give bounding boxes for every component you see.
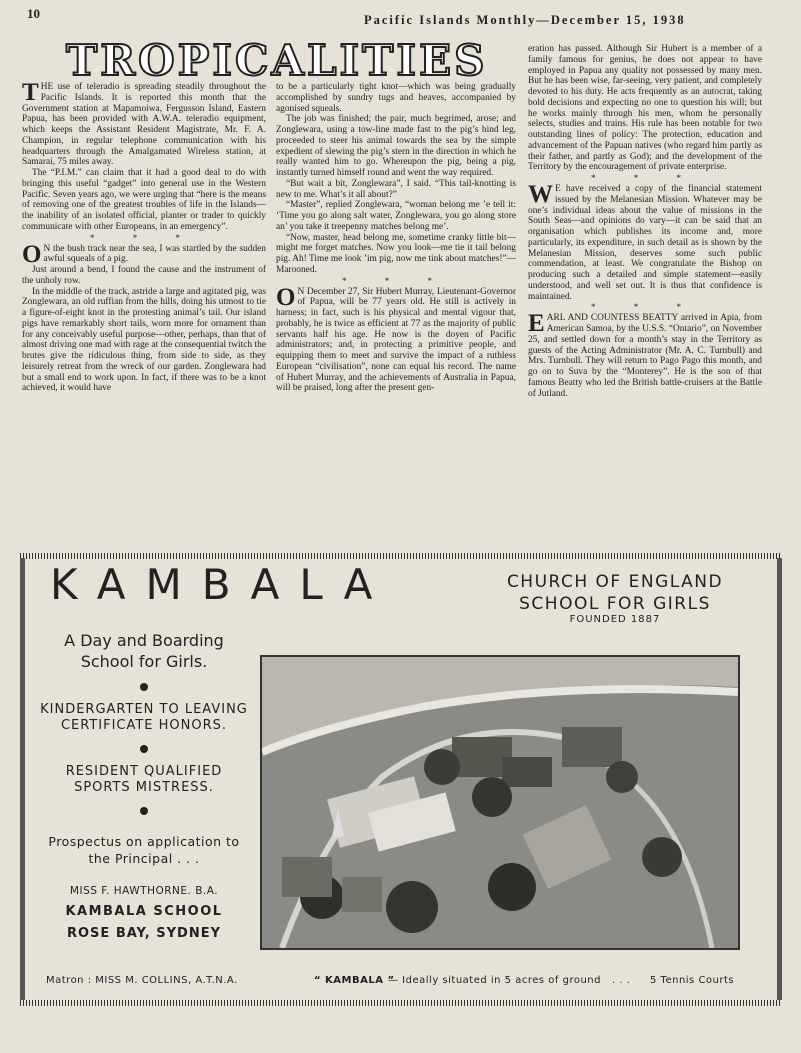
paragraph-text: In the middle of the track, astride a large and agitated pig, was Zonglewara, an old ruffian from the hills, doing his utmost to tie a figure-of-eight knot in the protesting animal’s tail. Our island pigs have remarkably short tails, worn more for ornament than for any conceivably useful purpose—other, perhaps, than that of almost driving one mad with rage at the consequential twitch the brutes give the ridiculous thing, from side to side, as they leisurely retreat from the wreck of our garden. Zonglewara had but a small end to work upon. In fact, if there was to be a knot achieved, it would have xyxy=(22,286,266,394)
bullet-dot xyxy=(140,807,148,815)
aerial-photo xyxy=(260,655,740,950)
bullet-dot xyxy=(140,683,148,691)
footer-courts: 5 Tennis Courts xyxy=(650,975,735,986)
article-paragraph xyxy=(276,179,516,201)
article-paragraph xyxy=(22,287,266,395)
article-paragraph xyxy=(22,240,266,268)
paragraph-text: Just around a bend, I found the cause and the instrument of the unholy row. xyxy=(22,265,266,286)
article-paragraph xyxy=(22,265,266,287)
article-paragraph xyxy=(528,44,762,173)
school-line-2: SCHOOL FOR GIRLS xyxy=(519,594,711,614)
drop-cap: O xyxy=(22,240,42,268)
article-paragraph xyxy=(22,168,266,233)
footer-quote: “ KAMBALA ” xyxy=(314,975,395,986)
paragraph-text: HE use of teleradio is spreading steadily throughout the Pacific Islands. It is reported this month that the Government station at Mapamoiwa, Fergusson Island, Eastern Papua, has been provided with A.W.A. teleradio equipment, which keeps the Assistant Resident Magistrate, Mr. F. A. Champion, in regular telephone communication with his headquarters through the Amalgamated Wireless station, at Samarai, 75 miles away. xyxy=(22,82,266,168)
paragraph-text: eration has passed. Although Sir Hubert is a member of a family famous for genius, he does not appear to have employed in Papua any quality not possessed by many men. But he has been wise, far-seeing, very patient, and completely devoted to his duty. He acts frequently as an autocrat, taking bold decisions and expecting no one to question his will; but he works mainly through his men, whom he personally selects, studies and trains. His rule has been notable for two outstanding lines of policy: The protection, education and advancement of the Papuan natives (who regard him partly as their father, and partly as God); and the development of the Territory by the encouragement of private enterprise. xyxy=(528,44,762,173)
footer-dots: . . . xyxy=(612,975,631,986)
paragraph-text: The “P.I.M.” can claim that it had a good deal to do with bringing this useful “gadget” into general use in the Western Pacific. Seven years ago, we were urging that “here is the means of removing one of the greatest troubles of life in the Islands—the inability of an isolated official, planter or trader to quickly communicate with other Europeans, in an emergency”. xyxy=(22,168,266,232)
paragraph-text: E have received a copy of the financial statement issued by the Melanesian Mission. Whatever may be one’s individual ideas about the value of missions in the South Seas—and opinions do vary—it can be said that an organisation which publishes its income and, more particularly, its expenditure, in such detail as is shown by the Melanesian Mission, deserves some such public commendation, at least. We congratulate the Bishop on producing such a detailed and simple statement—easily understood, and well set out. It is thus that confidence is maintained. xyxy=(528,184,762,302)
principal-name: MISS F. HAWTHORNE. B.A. xyxy=(69,885,219,897)
drop-cap: O xyxy=(276,283,296,311)
section-separator: * * * xyxy=(591,173,699,183)
paragraph-text: “Master”, replied Zonglewara, “woman belong me ’e tell it: ‘Time you go along salt water, Zonglewara, you go along store an’ you take it treepenny matches belong me’. xyxy=(276,200,516,232)
advert-left-panel xyxy=(38,630,250,941)
section-separator: * * * xyxy=(591,302,699,313)
paragraph-text: “Now, master, head belong me, sometime cranky little bit—might me forget matches. Now you look—me tie it tail belong pig. Ah! Time me look ’im pig, now me tink about matches!”—Marooned. xyxy=(276,232,516,275)
article-paragraph xyxy=(276,283,516,395)
section-separator: * * * xyxy=(342,275,450,286)
footer-situation: — Ideally situated in 5 acres of ground xyxy=(388,975,601,986)
section-title: TROPICALITIES xyxy=(66,36,488,85)
school-line-1: CHURCH OF ENGLAND xyxy=(506,572,724,592)
article-paragraph xyxy=(276,233,516,276)
matron-line: Matron : MISS M. COLLINS, A.T.N.A. xyxy=(46,975,238,986)
advert-school-type xyxy=(490,571,740,615)
paragraph-text: N the bush track near the sea, I was startled by the sudden awful squeals of a pig. xyxy=(43,243,266,265)
article-paragraph xyxy=(528,181,762,302)
running-head: Pacific Islands Monthly—December 15, 1938 xyxy=(364,13,686,27)
aerial-photo-illustration xyxy=(262,657,738,948)
page-number: 10 xyxy=(27,6,40,21)
article-paragraph xyxy=(276,82,516,114)
drop-cap: E xyxy=(528,310,545,338)
paragraph-text: ARL AND COUNTESS BEATTY arrived in Apia, from American Samoa, by the U.S.S. “Ontario”, on November 25, and settled down for a month’s stay in the Territory as guests of the Acting Administrator (Mr. A. C. Turnbull) and Mrs. Turnbull. They will return to Pago Pago this month, and go on to Suva by the “Monterey”. He is the son of that famous Beatty who led the British battle-cruisers at the Battle of Jutland. xyxy=(528,313,762,399)
feature-sports: RESIDENT QUALIFIED SPORTS MISTRESS. xyxy=(65,764,223,795)
advert-tagline: A Day and Boarding School for Girls. xyxy=(64,631,224,671)
article-paragraph xyxy=(276,114,516,179)
feature-kindergarten: KINDERGARTEN TO LEAVING CERTIFICATE HONORS. xyxy=(40,702,248,733)
article-paragraph xyxy=(276,200,516,232)
article-paragraph xyxy=(528,310,762,399)
article-paragraph xyxy=(22,82,266,168)
drop-cap: W xyxy=(528,181,553,208)
prospectus-note: Prospectus on application to the Principal . . . xyxy=(48,834,240,866)
school-location: ROSE BAY, SYDNEY xyxy=(66,926,222,941)
founded-year: FOUNDED 1887 xyxy=(569,614,661,625)
paragraph-text: The job was finished; the pair, much begrimed, arose; and Zonglewara, using a tow-line made fast to the pig’s hind leg, proceeded to steer his animal towards the sea by the simple expedient of slewing the pig’s stern in the direction in which he really wanted him to go. Whereupon the pig, being a pig, instantly turned himself round and went the way required. xyxy=(276,114,516,178)
bullet-dot xyxy=(140,745,148,753)
paragraph-text: N December 27, Sir Hubert Murray, Lieutenant-Governor of Papua, will be 77 years old. He still is actively in harness; in fact, such is his physical and mental vigour that, probably, he is twice as efficient at 77 as the majority of public servants half his age. He now is the doyen of Pacific administrators; and, in protecting a primitive people, and equipping them to meet and survive the impact of a ruthless European “civilisation”, none can equal his record. The name of Hubert Murray, and the achievements of Australia in Papua, will be praised, long after the present gen- xyxy=(276,286,516,394)
advert-brand: KAMBALA xyxy=(50,560,393,609)
article-column-2 xyxy=(276,82,516,552)
advert-bottom-border xyxy=(20,1000,782,1006)
article-column-3 xyxy=(528,44,762,552)
school-name: KAMBALA SCHOOL xyxy=(65,904,223,919)
paragraph-text: “But wait a bit, Zonglewara”, I said. “This tail-knotting is new to me. What’s it all about?” xyxy=(276,178,516,200)
drop-cap: T xyxy=(22,82,39,106)
paragraph-text: to be a particularly tight knot—which was being gradually accomplished by sundry tugs and heaves, accompanied by agonised squeals. xyxy=(276,82,516,114)
section-separator: * * * xyxy=(90,232,198,243)
article-column-1 xyxy=(22,82,266,552)
